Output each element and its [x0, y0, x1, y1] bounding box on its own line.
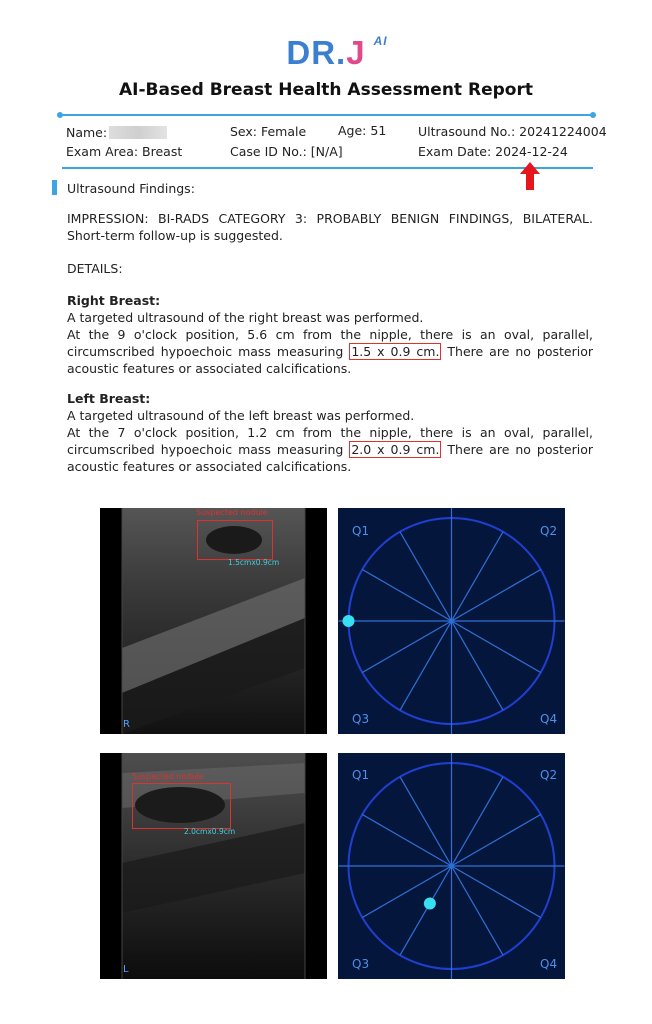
left-breast-section [67, 390, 593, 475]
details-label: DETAILS: [67, 261, 123, 276]
right-q2-label: Q2 [540, 524, 558, 538]
findings-heading: Ultrasound Findings: [67, 181, 195, 196]
right-nodule-marker [343, 615, 355, 627]
right-ultrasound-image [100, 508, 327, 734]
left-clock-diagram [338, 753, 565, 979]
report-title: AI-Based Breast Health Assessment Report [119, 80, 533, 100]
left-breast-line1: A targeted ultrasound of the left breast was performed. [67, 408, 415, 423]
right-q1-label: Q1 [352, 524, 370, 538]
left-nodule-label: Suspected nodule [132, 772, 204, 781]
exam-date: Exam Date: 2024-12-24 [418, 144, 568, 159]
left-q3-label: Q3 [352, 957, 370, 971]
left-nodule-box [132, 783, 231, 829]
name-redacted [109, 126, 167, 139]
patient-name: Name: [66, 125, 167, 140]
left-q4-label: Q4 [540, 957, 558, 971]
left-breast-line2: At the 7 o'clock position, 1.2 cm from the nipple, there is an oval, parallel, circumscribed hypoechoic mass measuring 2.0 x 0.9 cm. There are no posterior acoustic features or associated calcifications. [67, 425, 593, 474]
right-nodule-box [197, 520, 273, 560]
right-clock-diagram [338, 508, 565, 734]
ultrasound-number: Ultrasound No.: 20241224004 [418, 124, 607, 139]
section-marker [52, 180, 57, 195]
header-rule-bottom [62, 167, 593, 169]
exam-area: Exam Area: Breast [66, 144, 183, 159]
logo [0, 34, 652, 72]
impression-text: IMPRESSION: BI-RADS CATEGORY 3: PROBABLY BENIGN FINDINGS, BILATERAL. Short-term follow-up is suggested. [67, 211, 593, 243]
left-breast-heading: Left Breast: [67, 391, 151, 406]
left-q2-label: Q2 [540, 768, 558, 782]
right-nodule-label: Suspected nodule [196, 508, 268, 517]
logo-superscript: AI [373, 34, 388, 48]
left-nodule-marker [424, 897, 436, 909]
case-id: Case ID No.: [N/A] [230, 144, 343, 159]
logo-text-dr: DR. [286, 34, 347, 71]
left-clock-svg [338, 753, 565, 979]
rule-dot-right [590, 112, 596, 118]
right-side-label: R [123, 719, 130, 730]
right-breast-line2: At the 9 o'clock position, 5.6 cm from the nipple, there is an oval, parallel, circumscribed hypoechoic mass measuring 1.5 x 0.9 cm. There are no posterior acoustic features or associated calcifications. [67, 327, 593, 376]
left-measure-label: 2.0cmx0.9cm [184, 827, 236, 836]
right-measurement-highlight: 1.5 x 0.9 cm. [351, 344, 440, 359]
left-side-label: L [123, 964, 129, 975]
right-q3-label: Q3 [352, 712, 370, 726]
right-breast-heading: Right Breast: [67, 293, 161, 308]
right-q4-label: Q4 [540, 712, 558, 726]
patient-age: Age: 51 [338, 123, 387, 138]
left-measurement-highlight: 2.0 x 0.9 cm. [351, 442, 440, 457]
red-arrow-up-icon [520, 162, 540, 190]
left-ultrasound-image [100, 753, 327, 979]
header-rule-top [62, 114, 593, 116]
left-q1-label: Q1 [352, 768, 370, 782]
right-breast-line1: A targeted ultrasound of the right breast was performed. [67, 310, 424, 325]
logo-text-j: J [346, 34, 366, 71]
patient-sex: Sex: Female [230, 124, 307, 139]
right-measure-label: 1.5cmx0.9cm [228, 558, 280, 567]
right-clock-svg [338, 508, 565, 734]
right-breast-section [67, 292, 593, 377]
